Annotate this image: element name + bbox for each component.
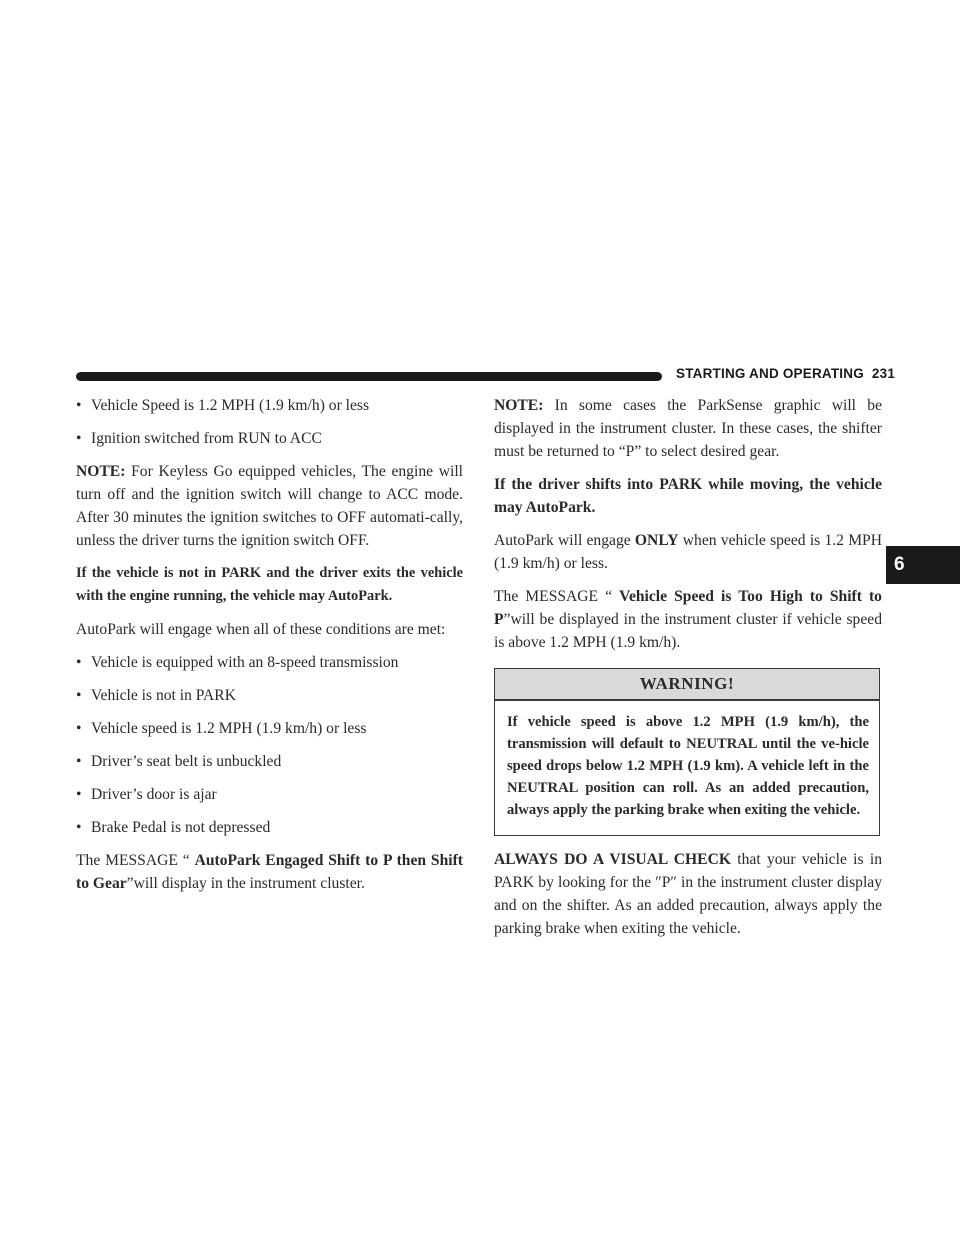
note-paragraph: NOTE: In some cases the ParkSense graphic will be displayed in the instrument cluster. In these cases, the shifter must be returned to “P” to select desired gear. (494, 397, 882, 460)
conditions-intro: AutoPark will engage when all of these conditions are met: (76, 621, 446, 638)
bullet-icon: • (76, 786, 82, 803)
note-label: NOTE: (76, 463, 126, 480)
visual-check-paragraph: ALWAYS DO A VISUAL CHECK that your vehicle is in PARK by looking for the ″P″ in the instrument cluster display and on the shifter. As an added precaution, always apply the parking brake when exiting the vehicle. (494, 851, 882, 937)
list-item: • Brake Pedal is not depressed (76, 816, 463, 839)
list-item: • Vehicle speed is 1.2 MPH (1.9 km/h) or less (76, 717, 463, 740)
section-title: STARTING AND OPERATING (676, 366, 864, 381)
list-item: • Vehicle Speed is 1.2 MPH (1.9 km/h) or less (76, 394, 463, 417)
speed-message-paragraph: The MESSAGE “ Vehicle Speed is Too High to Shift to P”will be displayed in the instrument cluster if vehicle speed is above 1.2 MPH (1.9 km/h). (494, 588, 882, 651)
running-header (676, 366, 895, 381)
list-item: • Vehicle is equipped with an 8-speed transmission (76, 651, 463, 674)
warning-title: WARNING! (495, 669, 879, 701)
list-item: • Driver’s door is ajar (76, 783, 463, 806)
engage-paragraph: AutoPark will engage ONLY when vehicle speed is 1.2 MPH (1.9 km/h) or less. (494, 532, 882, 572)
bullet-icon: • (76, 819, 82, 836)
bullet-icon: • (76, 654, 82, 671)
autopark-heading: If the vehicle is not in PARK and the driver exits the vehicle with the engine running, the vehicle may AutoPark. (76, 565, 463, 604)
chapter-tab: 6 (886, 546, 960, 584)
header-rule (76, 372, 662, 381)
right-column (494, 394, 882, 950)
list-item: • Ignition switched from RUN to ACC (76, 427, 463, 450)
bullet-icon: • (76, 720, 82, 737)
warning-box (494, 668, 880, 836)
note-label: NOTE: (494, 397, 544, 414)
autopark-message-paragraph: The MESSAGE “ AutoPark Engaged Shift to P then Shift to Gear”will display in the instrument cluster. (76, 852, 463, 892)
left-column (76, 394, 463, 905)
shift-park-heading: If the driver shifts into PARK while moving, the vehicle may AutoPark. (494, 476, 882, 516)
list-item: • Driver’s seat belt is unbuckled (76, 750, 463, 773)
page-number: 231 (871, 366, 896, 381)
bullet-icon: • (76, 753, 82, 770)
bullet-icon: • (76, 430, 82, 447)
warning-text: If vehicle speed is above 1.2 MPH (1.9 km/h), the transmission will default to NEUTRAL until the ve-hicle speed drops below 1.2 MPH (1.9 km). A vehicle left in the NEUTRAL position can roll. As an added precaution, always apply the parking brake when exiting the vehicle. (507, 714, 869, 818)
list-item: • Vehicle is not in PARK (76, 684, 463, 707)
bullet-icon: • (76, 687, 82, 704)
note-paragraph: NOTE: For Keyless Go equipped vehicles, The engine will turn off and the ignition switch will change to ACC mode. After 30 minutes the ignition switches to OFF automati-cally, unless the driver turns the ignition switch OFF. (76, 463, 463, 549)
bullet-icon: • (76, 397, 82, 414)
